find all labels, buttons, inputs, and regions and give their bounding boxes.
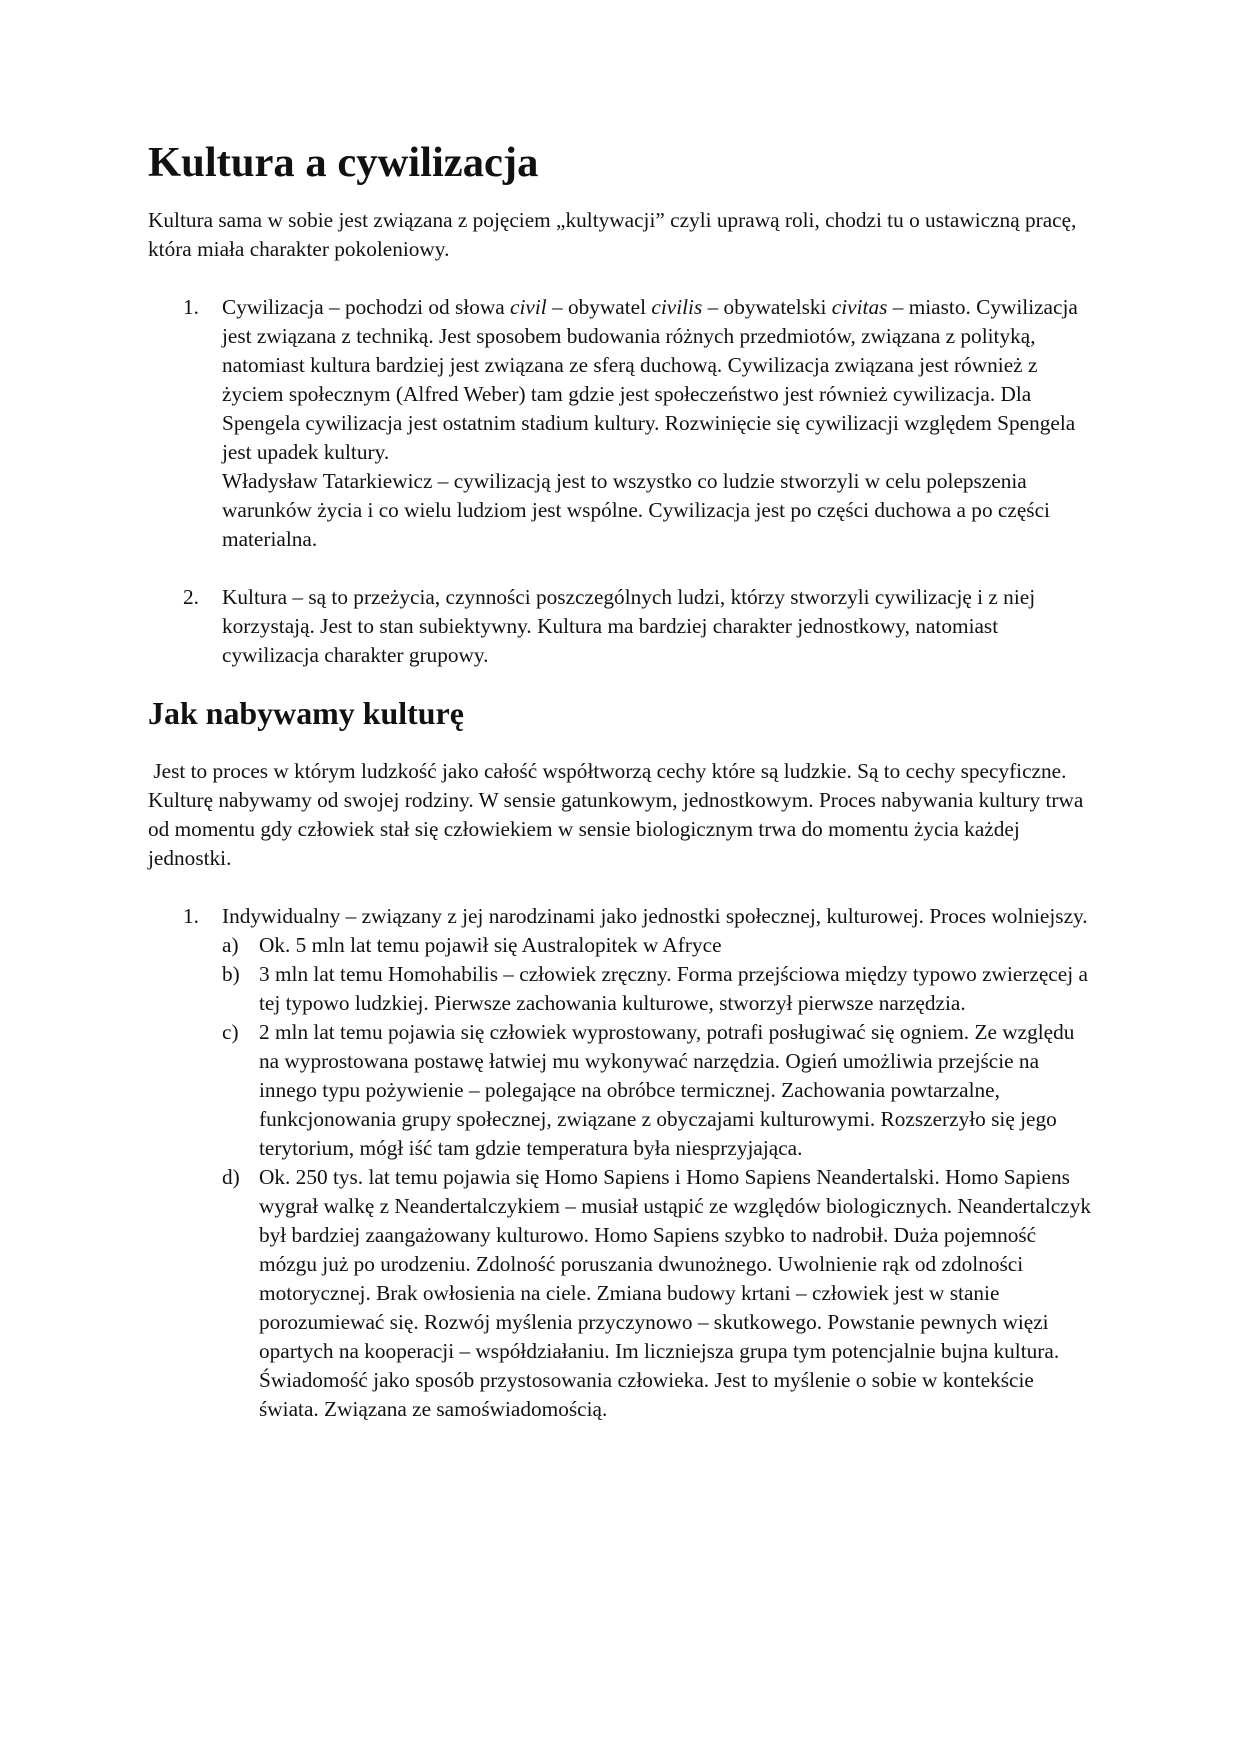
sub-letter: d)	[222, 1165, 240, 1189]
heading-jak-nabywamy-kulture: Jak nabywamy kulturę	[148, 696, 464, 731]
term-civitas: civitas	[831, 295, 888, 319]
list-item-indywidualny	[148, 902, 1098, 1424]
sub-letter: c)	[222, 1020, 239, 1044]
list-item-kultura	[148, 583, 1098, 670]
list-number: 2.	[183, 585, 199, 609]
sub-item-text: Ok. 250 tys. lat temu pojawia się Homo Sapiens i Homo Sapiens Neandertalski. Homo Sapiens wygrał walkę z Neandertalczykiem – musiał ustąpić ze względów biologicznych. Neandertalczyk był bardziej zaangażowany kulturowo. Homo Sapiens szybko to nadrobił. Duża pojemność mózgu już po urodzeniu. Zdolność poruszania dwunożnego. Uwolnienie rąk od zdolności motorycznej. Brak owłosienia na ciele. Zmiana budowy krtani – człowiek jest w stanie porozumiewać się. Rozwój myślenia przyczynowo – skutkowego. Powstanie pewnych więzi opartych na kooperacji – współdziałaniu. Im liczniejsza grupa tym potencjalnie bujna kultura. Świadomość jako sposób przystosowania człowieka. Jest to myślenie o sobie w kontekście świata. Związana ze samoświadomością.	[259, 1165, 1092, 1421]
tatarkiewicz-paragraph: Władysław Tatarkiewicz – cywilizacją jest to wszystko co ludzie stworzyli w celu polepszenia warunków życia i co wielu ludziom jest wspólne. Cywilizacja jest po części duchowa a po części materialna.	[222, 469, 1050, 551]
list-number: 1.	[183, 904, 199, 928]
sub-letter: a)	[222, 933, 239, 957]
indywidualny-paragraph: Indywidualny – związany z jej narodzinami jako jednostki społecznej, kulturowej. Proces wolniejszy.	[222, 904, 1088, 928]
section2-intro-paragraph: Jest to proces w którym ludzkość jako całość współtworzą cechy które są ludzkie. Są to cechy specyficzne. Kulturę nabywamy od swojej rodziny. W sensie gatunkowym, jednostkowym. Proces nabywania kultury trwa od momentu gdy człowiek stał się człowiekiem w sensie biologicznym trwa do momentu życia każdej jednostki.	[148, 759, 1089, 870]
cywilizacja-paragraph: Cywilizacja – pochodzi od słowa civil – obywatel civilis – obywatelski civitas – miasto. Cywilizacja jest związana z techniką. Jest sposobem budowania różnych przedmiotów, związana z polityką, natomiast kultura bardziej jest związana ze sferą duchową. Cywilizacja związana jest również z życiem społecznym (Alfred Weber) tam gdzie jest społeczeństwo jest również cywilizacja. Dla Spengela cywilizacja jest ostatnim stadium kultury. Rozwinięcie się cywilizacji względem Spengela jest upadek kultury.	[222, 295, 1078, 464]
term-civil: civil	[510, 295, 547, 319]
intro-paragraph: Kultura sama w sobie jest związana z pojęciem „kultywacji” czyli uprawą roli, chodzi tu o ustawiczną pracę, która miała charakter pokoleniowy.	[148, 208, 1077, 261]
term-civilis: civilis	[651, 295, 703, 319]
sub-item-text: Ok. 5 mln lat temu pojawił się Australopitek w Afryce	[259, 933, 722, 957]
definitions-list	[148, 293, 1098, 670]
sub-item-text: 3 mln lat temu Homohabilis – człowiek zręczny. Forma przejściowa między typowo zwierzęcej a tej typowo ludzkiej. Pierwsze zachowania kulturowe, stworzył pierwsze narzędzia.	[259, 962, 1088, 1015]
evolution-sublist	[222, 931, 1098, 1424]
sub-item-a	[222, 931, 1098, 960]
document-page	[148, 139, 1098, 1424]
sub-item-b	[222, 960, 1098, 1018]
sub-letter: b)	[222, 962, 240, 986]
sub-item-d	[222, 1163, 1098, 1424]
heading-kultura-a-cywilizacja: Kultura a cywilizacja	[148, 139, 539, 186]
list-number: 1.	[183, 295, 199, 319]
acquisition-list	[148, 902, 1098, 1424]
kultura-paragraph: Kultura – są to przeżycia, czynności poszczególnych ludzi, którzy stworzyli cywilizację i z niej korzystają. Jest to stan subiektywny. Kultura ma bardziej charakter jednostkowy, natomiast cywilizacja charakter grupowy.	[222, 585, 1036, 667]
list-item-cywilizacja	[148, 293, 1098, 554]
sub-item-text: 2 mln lat temu pojawia się człowiek wyprostowany, potrafi posługiwać się ogniem. Ze względu na wyprostowana postawę łatwiej mu wykonywać narzędzia. Ogień umożliwia przejście na innego typu pożywienie – polegające na obróbce termicznej. Zachowania powtarzalne, funkcjonowania grupy społecznej, związane z obyczajami kulturowymi. Rozszerzyło się jego terytorium, mógł iść tam gdzie temperatura była niesprzyjająca.	[259, 1020, 1075, 1160]
sub-item-c	[222, 1018, 1098, 1163]
